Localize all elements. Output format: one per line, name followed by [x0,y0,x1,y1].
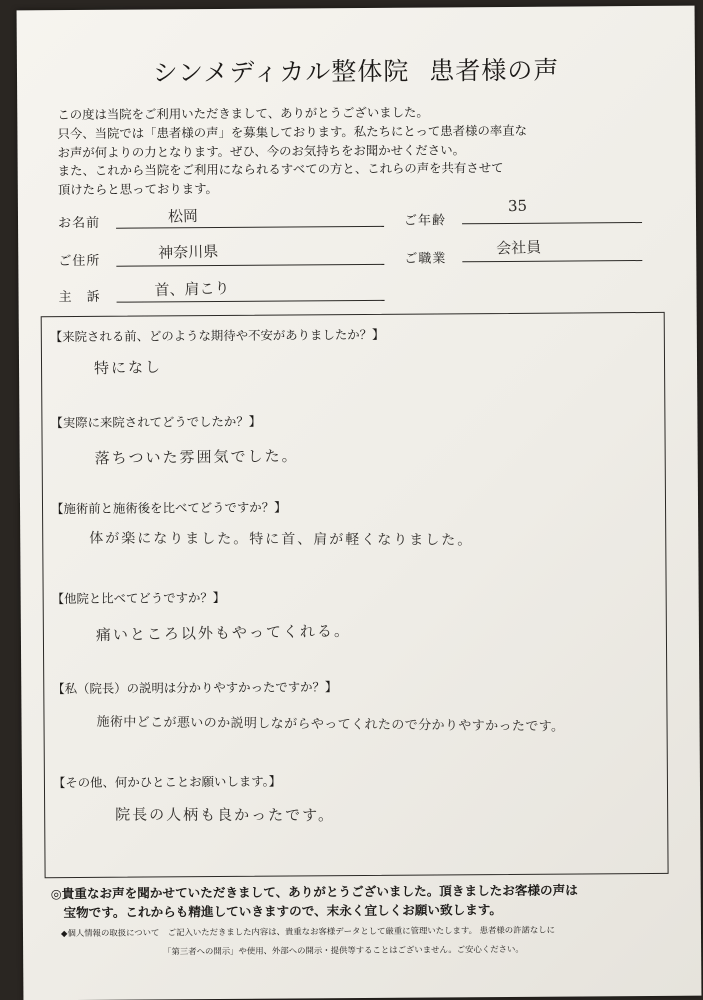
occupation-value: 会社員 [495,238,542,258]
closing-line: ◎貴重なお声を聞かせていただきまして、ありがとうございました。頂きましたお客様の声は [50,882,578,902]
intro-line: 只今、当院では「患者様の声」を募集しております。私たちにとって患者様の率直な [57,122,528,141]
question-visit: 【実際に来院されてどうでしたか？】 [50,413,262,431]
closing-line: 宝物です。これからも精進していきますので、末永く宜しくお願い致します。 [50,902,503,921]
privacy-notice [61,920,701,962]
question-explanation: 【私（院長）の説明は分かりやすかったですか？】 [52,679,338,697]
complaint-field [58,279,378,306]
intro-line: この度は当院をご利用いただきまして、ありがとうございました。 [57,104,429,123]
age-value: 35 [507,196,528,216]
questionnaire-sheet [17,6,702,1000]
address-field [58,242,378,270]
complaint-value: 首、肩こり [154,279,230,300]
intro-line: また、これから当院をご利用になられるすべての方と、これらの声を共有させて [57,160,504,179]
form-title: 患者様の声 [429,55,560,86]
age-label: ご年齢 [403,213,447,229]
answer-visit: 落ちついた雰囲気でした。 [94,446,299,468]
occupation-field [404,238,644,268]
name-label: お名前 [57,215,101,232]
intro-line: 頂けたらと思っております。 [57,181,218,198]
page-title [17,50,695,91]
privacy-line: 「第三者への開示」や使用、外部への開示・提供等することはございません。ご安心ください。 [163,943,524,957]
privacy-line: ◆個人情報の取扱について ご記入いただきました内容は、貴重なお客様データとして厳重に管理いたします。 患者様の許諾なしに [60,924,556,939]
address-value: 神奈川県 [158,242,219,263]
age-field [403,196,644,230]
address-label: ご住所 [58,253,101,270]
intro-text [57,102,658,200]
answer-expectations: 特になし [93,357,163,378]
answer-comments: 院長の人柄も良かったです。 [115,805,336,825]
occupation-label: ご職業 [404,251,447,267]
name-field [57,206,378,232]
complaint-label: 主 訴 [58,289,101,306]
question-other-clinics: 【他院と比べてどうですか？】 [51,589,226,607]
clinic-name: シンメディカル整体院 [152,56,410,88]
question-expectations: 【来院される前、どのような期待や不安がありましたか？】 [49,326,385,345]
questions-box [41,312,669,878]
name-value: 松岡 [167,206,199,226]
question-comments: 【その他、何かひとことお願いします。】 [52,773,282,791]
closing-message [51,880,691,922]
answer-explanation: 施術中どこが悪いのか説明しながらやってくれたので分かりやすかったです。 [96,714,565,735]
intro-line: お声が何よりの力となります。ぜひ、今のお気持ちをお聞かせください。 [57,141,465,160]
answer-other-clinics: 痛いところ以外もやってくれる。 [95,621,352,645]
answer-before-after: 体が楽になりました。特に首、肩が軽くなりました。 [89,530,474,549]
question-before-after: 【施術前と施術後を比べてどうですか？】 [50,499,287,517]
